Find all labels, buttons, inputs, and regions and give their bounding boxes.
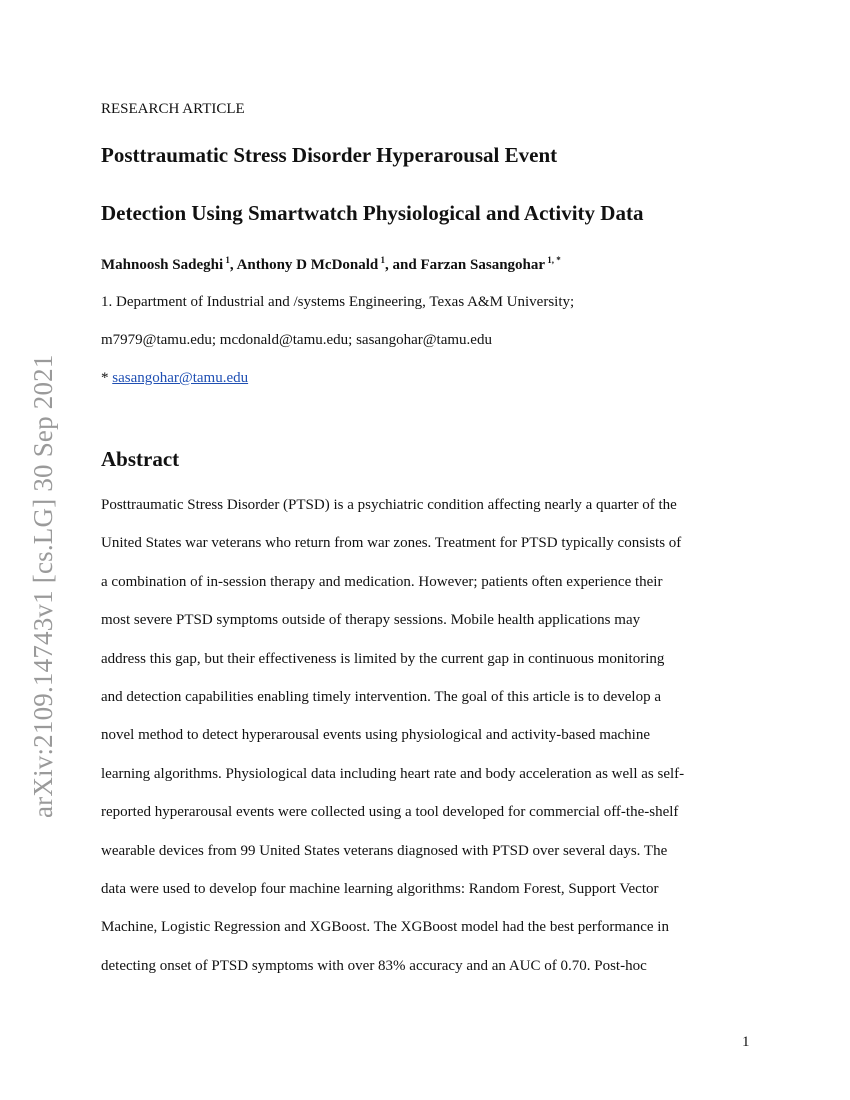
author-list	[101, 255, 561, 274]
article-type-label: RESEARCH ARTICLE	[101, 101, 245, 117]
author-name: Mahnoosh Sadeghi	[101, 257, 224, 273]
author-name: Farzan Sasangohar	[420, 257, 546, 273]
author-affiliation-marker: 1	[225, 255, 230, 265]
corresponding-email-link[interactable]: sasangohar@tamu.edu	[112, 370, 249, 386]
author-affiliation-marker: 1, *	[547, 255, 561, 265]
abstract-line: data were used to develop four machine learning algorithms: Random Forest, Support Vector	[101, 881, 659, 897]
page-number: 1	[742, 1034, 750, 1050]
abstract-line: and detection capabilities enabling timely intervention. The goal of this article is to develop a	[101, 689, 661, 705]
arxiv-identifier-stamp: arXiv:2109.14743v1 [cs.LG] 30 Sep 2021	[28, 354, 58, 818]
abstract-line: novel method to detect hyperarousal events using physiological and activity-based machine	[101, 727, 651, 744]
author-affiliation-marker: 1	[380, 255, 385, 265]
abstract-line: Posttraumatic Stress Disorder (PTSD) is a psychiatric condition affecting nearly a quarter of the	[101, 497, 677, 513]
corresponding-marker: *	[101, 370, 113, 386]
abstract-line: a combination of in-session therapy and medication. However; patients often experience their	[101, 573, 663, 590]
corresponding-author	[101, 370, 248, 387]
author-separator: ,	[229, 257, 237, 273]
abstract-line: Machine, Logistic Regression and XGBoost. The XGBoost model had the best performance in	[101, 919, 669, 936]
abstract-line: address this gap, but their effectiveness is limited by the current gap in continuous monitoring	[101, 650, 665, 667]
author-emails: m7979@tamu.edu; mcdonald@tamu.edu; sasangohar@tamu.edu	[101, 332, 492, 348]
abstract-line: wearable devices from 99 United States veterans diagnosed with PTSD over several days. The	[101, 842, 668, 859]
abstract-line: United States war veterans who return from war zones. Treatment for PTSD typically consists of	[101, 535, 682, 552]
author-separator: , and	[385, 257, 421, 273]
abstract-line: detecting onset of PTSD symptoms with over 83% accuracy and an AUC of 0.70. Post-hoc	[101, 957, 647, 974]
abstract-line: reported hyperarousal events were collected using a tool developed for commercial off-the-shelf	[101, 804, 679, 821]
author-name: Anthony D McDonald	[236, 257, 379, 273]
abstract-line: learning algorithms. Physiological data including heart rate and body acceleration as well as self-	[101, 765, 685, 782]
title-line-1: Posttraumatic Stress Disorder Hyperarousal Event	[101, 143, 558, 167]
abstract-line: most severe PTSD symptoms outside of therapy sessions. Mobile health applications may	[101, 612, 641, 629]
title-line-2: Detection Using Smartwatch Physiological and Activity Data	[101, 201, 644, 225]
abstract-heading: Abstract	[101, 447, 180, 471]
affiliation: 1. Department of Industrial and /systems Engineering, Texas A&M University;	[101, 294, 575, 310]
